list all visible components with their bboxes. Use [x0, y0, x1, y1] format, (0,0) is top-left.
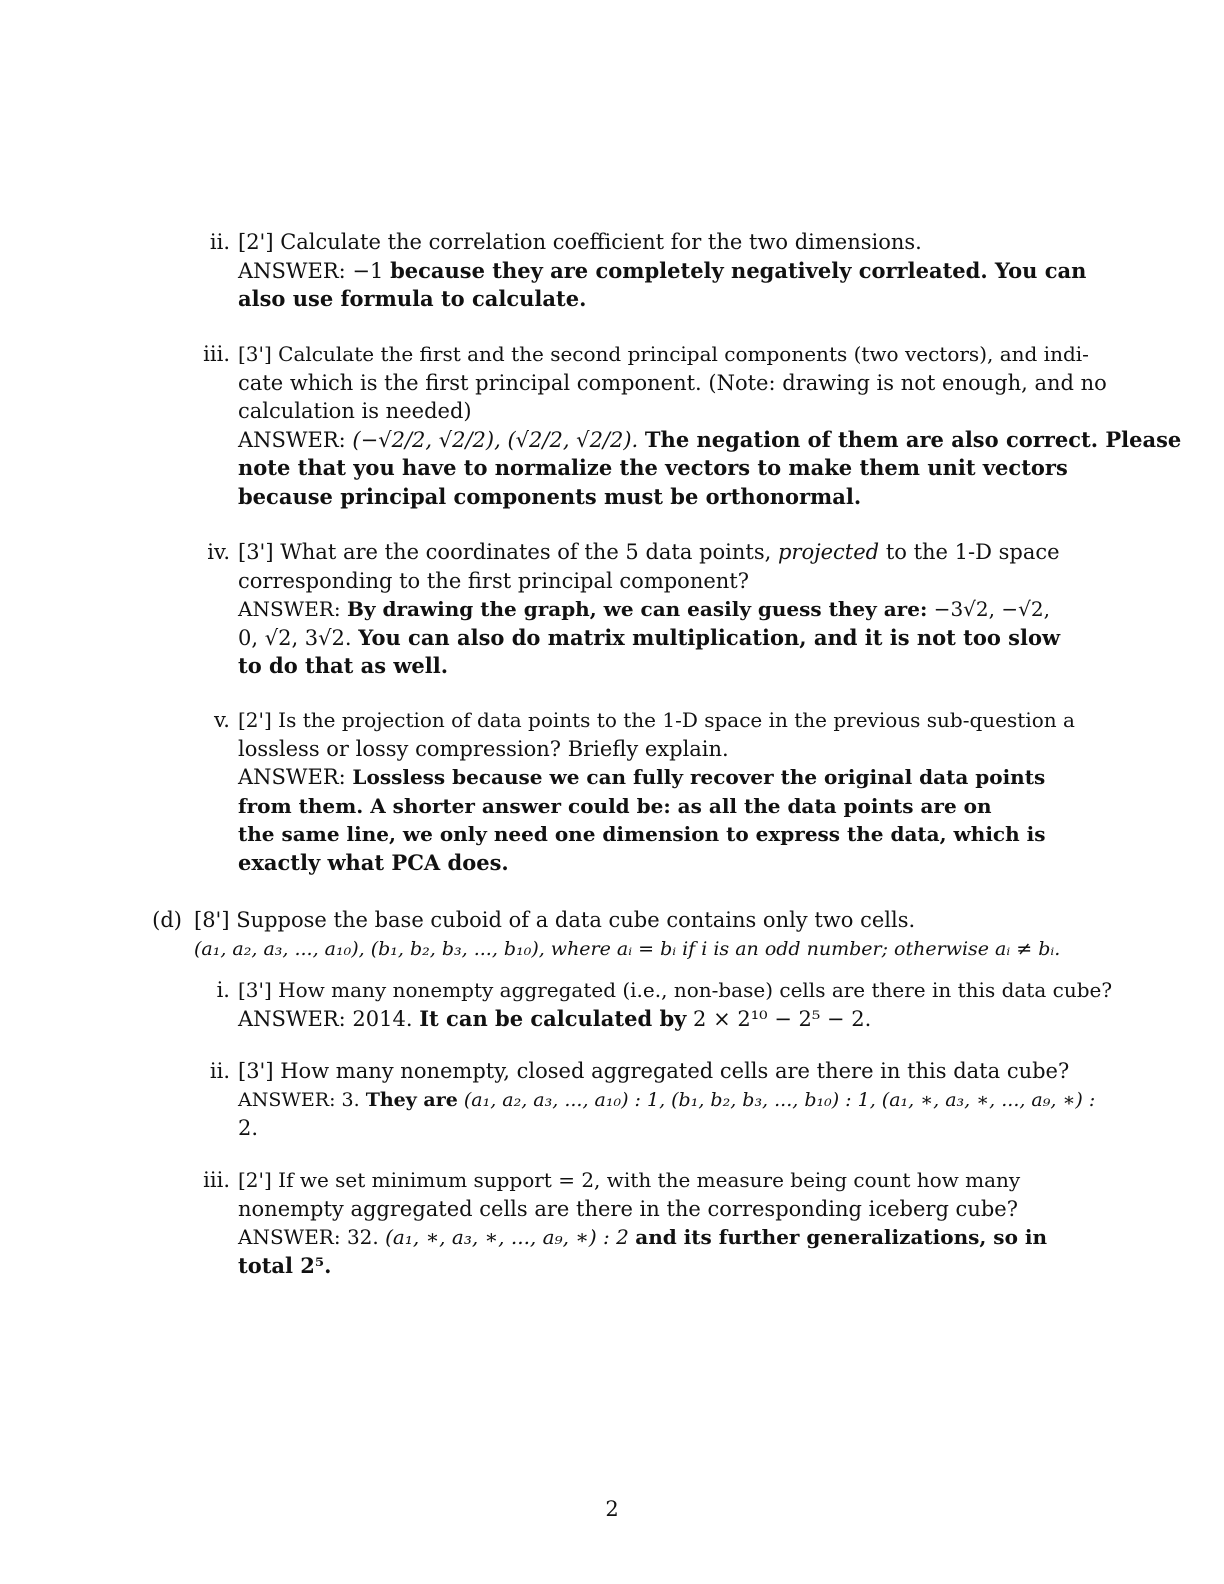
answer-text: exactly what PCA does. [238, 849, 509, 875]
item-label: v. [213, 708, 230, 732]
answer-math: −3√2, −√2, [933, 597, 1050, 621]
question-text: lossless or lossy compression? Briefly explain. [238, 736, 729, 761]
answer-math: 2 × 2¹⁰ − 2⁵ − 2. [693, 1006, 872, 1031]
answer-text: note that you have to normalize the vectors to make them unit vectors [238, 455, 1068, 480]
answer-line [238, 1223, 1085, 1252]
question-text: corresponding to the first principal component? [238, 568, 749, 593]
answer-math: −1 [352, 258, 384, 283]
answer-text: The negation of them are also correct. Please [644, 426, 1182, 452]
question-text: cate which is the first principal component. (Note: drawing is not enough, and no [238, 370, 1107, 395]
answer-text: to do that as well. [238, 653, 449, 678]
answer-line [238, 624, 1085, 653]
item-label: iv. [207, 540, 230, 564]
answer-math: (a₁, a₂, a₃, ..., a₁₀) : 1, (b₁, b₂, b₃, ..., b₁₀) : 1, (a₁, ∗, a₃, ∗, ..., a₉, ∗) : [463, 1088, 1096, 1111]
answer-prefix: ANSWER: 3. [238, 1088, 360, 1111]
answer-text: from them. A shorter answer could be: as all the data points are on [238, 793, 992, 818]
emphasis-text: projected [777, 540, 880, 564]
question-text: [3'] How many nonempty, closed aggregated cells are there in this data cube? [238, 1059, 1070, 1083]
answer-line [238, 1005, 1090, 1034]
answer-prefix: ANSWER: 32. [238, 1225, 379, 1249]
question-text: nonempty aggregated cells are there in the corresponding iceberg cube? [238, 1196, 1018, 1221]
answer-text: the same line, we only need one dimension to express the data, which is [238, 822, 1046, 846]
answer-text: and its further generalizations, so in [635, 1225, 1048, 1249]
answer-line [238, 426, 1182, 455]
page-number: 2 [605, 1497, 619, 1521]
item-label: iii. [203, 342, 230, 366]
question-text-part: [3'] What are the coordinates of the 5 data points, [238, 540, 772, 564]
answer-line [238, 1086, 1140, 1115]
answer-text: because they are completely negatively corrleated. You can [390, 257, 1087, 283]
answer-prefix: ANSWER: 2014. [238, 1006, 413, 1031]
answer-text: 2. [238, 1116, 259, 1140]
question-text: [3'] Calculate the first and the second principal components (two vectors), and indi- [238, 342, 1089, 366]
answer-prefix: ANSWER: [238, 597, 341, 621]
answer-math: 0, √2, 3√2. [238, 625, 352, 650]
answer-prefix: ANSWER: [238, 258, 346, 283]
question-text: [8'] Suppose the base cuboid of a data cube contains only two cells. [194, 908, 916, 932]
question-text: [2'] Calculate the correlation coefficient for the two dimensions. [238, 230, 922, 254]
answer-math: (a₁, ∗, a₃, ∗, ..., a₉, ∗) : 2 [385, 1225, 629, 1249]
question-text: [2'] Is the projection of data points to the 1-D space in the previous sub-question a [238, 708, 1075, 732]
question-text [238, 538, 1085, 567]
question-math: (a₁, a₂, a₃, ..., a₁₀), (b₁, b₂, b₃, ..., b₁₀), where aᵢ = bᵢ if i is an odd number; otherwise aᵢ ≠ bᵢ. [194, 937, 1061, 960]
answer-line [238, 595, 1085, 624]
question-text: [2'] If we set minimum support = 2, with the measure being count how many [238, 1168, 1021, 1192]
answer-line [238, 763, 1085, 792]
question-text: calculation is needed) [238, 399, 472, 423]
answer-text: because principal components must be orthonormal. [238, 483, 862, 509]
item-label: i. [216, 978, 230, 1002]
answer-text: It can be calculated by [419, 1005, 687, 1031]
answer-math: (−√2/2, √2/2), (√2/2, √2/2). [352, 427, 639, 452]
answer-line [238, 257, 1085, 286]
answer-text: Lossless because we can fully recover the original data points [352, 765, 1046, 789]
item-label: iii. [203, 1168, 230, 1192]
answer-prefix: ANSWER: [238, 427, 346, 452]
answer-text: By drawing the graph, we can easily guess they are: [346, 597, 928, 621]
question-text: [3'] How many nonempty aggregated (i.e., non-base) cells are there in this data cube? [238, 978, 1113, 1002]
answer-text: also use formula to calculate. [238, 286, 587, 311]
answer-text: They are [365, 1088, 458, 1111]
answer-text: total 2⁵. [238, 1252, 332, 1278]
part-label: (d) [152, 908, 182, 932]
answer-text: You can also do matrix multiplication, and it is not too slow [358, 624, 1061, 650]
answer-prefix: ANSWER: [238, 765, 346, 789]
item-label: ii. [209, 230, 230, 254]
question-text-part: to the 1-D space [885, 540, 1060, 564]
item-label: ii. [209, 1059, 230, 1083]
